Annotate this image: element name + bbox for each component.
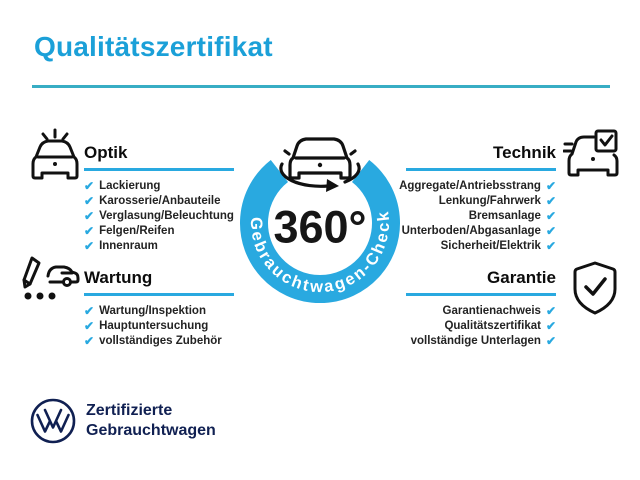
section-optik — [84, 142, 234, 254]
vw-logo — [29, 397, 77, 450]
list-item-label: Bremsanlage — [468, 210, 541, 222]
list-item-label: Verglasung/Beleuchtung — [99, 210, 234, 222]
check-icon: ✔ — [545, 319, 556, 333]
car-rotation-icon — [281, 139, 359, 192]
shield-check-icon — [571, 260, 619, 323]
check-icon: ✔ — [84, 304, 95, 318]
car-shine-icon — [26, 125, 84, 186]
list-item — [84, 304, 234, 319]
brand-line1: Zertifizierte — [86, 402, 173, 419]
section-underline — [406, 293, 556, 296]
check-icon: ✔ — [545, 239, 556, 253]
list-item-label: Qualitätszertifikat — [444, 320, 541, 332]
list-item — [84, 224, 234, 239]
list-item — [399, 179, 556, 194]
title-divider — [32, 85, 610, 88]
car-checkbox-icon — [563, 128, 621, 187]
list-item-label: Felgen/Reifen — [99, 225, 175, 237]
list-item-label: vollständige Unterlagen — [410, 335, 541, 347]
section-wartung — [84, 267, 234, 349]
list-item-label: Lackierung — [99, 180, 161, 192]
list-item — [84, 319, 234, 334]
section-title: Optik — [84, 143, 128, 162]
list-item — [406, 194, 556, 209]
section-technik — [399, 142, 556, 254]
check-icon: ✔ — [84, 209, 95, 223]
list-item-label: Hauptuntersuchung — [99, 320, 209, 332]
list-item-label: Garantienachweis — [442, 305, 541, 317]
list-item — [406, 319, 556, 334]
list-item — [406, 209, 556, 224]
check-icon: ✔ — [84, 179, 95, 193]
check-icon: ✔ — [545, 179, 556, 193]
section-title: Garantie — [487, 268, 556, 287]
degree-value: 360° — [273, 201, 367, 253]
list-item-label: vollständiges Zubehör — [99, 335, 222, 347]
list-item — [84, 179, 234, 194]
brand-line2: Gebrauchtwagen — [86, 422, 216, 439]
list-item-label: Karosserie/Anbauteile — [99, 195, 221, 207]
check-icon: ✔ — [545, 224, 556, 238]
list-item — [84, 209, 234, 224]
list-item — [84, 194, 234, 209]
list-item — [406, 334, 556, 349]
check-icon: ✔ — [84, 194, 95, 208]
brand-text — [86, 401, 216, 441]
list-item-label: Unterboden/Abgasanlage — [401, 225, 541, 237]
list-item — [84, 334, 234, 349]
check-icon: ✔ — [84, 334, 95, 348]
check-icon: ✔ — [545, 194, 556, 208]
check-icon: ✔ — [545, 304, 556, 318]
list-item — [406, 239, 556, 254]
list-item-label: Wartung/Inspektion — [99, 305, 206, 317]
section-title: Technik — [493, 143, 556, 162]
list-item-label: Aggregate/Antriebsstrang — [399, 180, 541, 192]
section-underline — [84, 168, 234, 171]
page-title: Qualitätszertifikat — [34, 31, 273, 62]
check-icon: ✔ — [84, 224, 95, 238]
list-item-label: Innenraum — [99, 240, 158, 252]
section-underline — [84, 293, 234, 296]
pencil-car-checklist-icon — [20, 254, 80, 317]
section-garantie — [406, 267, 556, 349]
check-icon: ✔ — [84, 319, 95, 333]
list-item — [406, 304, 556, 319]
check-icon: ✔ — [545, 334, 556, 348]
list-item — [84, 239, 234, 254]
check-icon: ✔ — [545, 209, 556, 223]
list-item-label: Lenkung/Fahrwerk — [438, 195, 541, 207]
check-icon: ✔ — [84, 239, 95, 253]
section-title: Wartung — [84, 268, 153, 287]
360-check-emblem — [230, 120, 410, 320]
section-underline — [406, 168, 556, 171]
list-item — [401, 224, 556, 239]
ring-label: Gebrauchtwagen-Check — [246, 209, 394, 297]
list-item-label: Sicherheit/Elektrik — [440, 240, 541, 252]
